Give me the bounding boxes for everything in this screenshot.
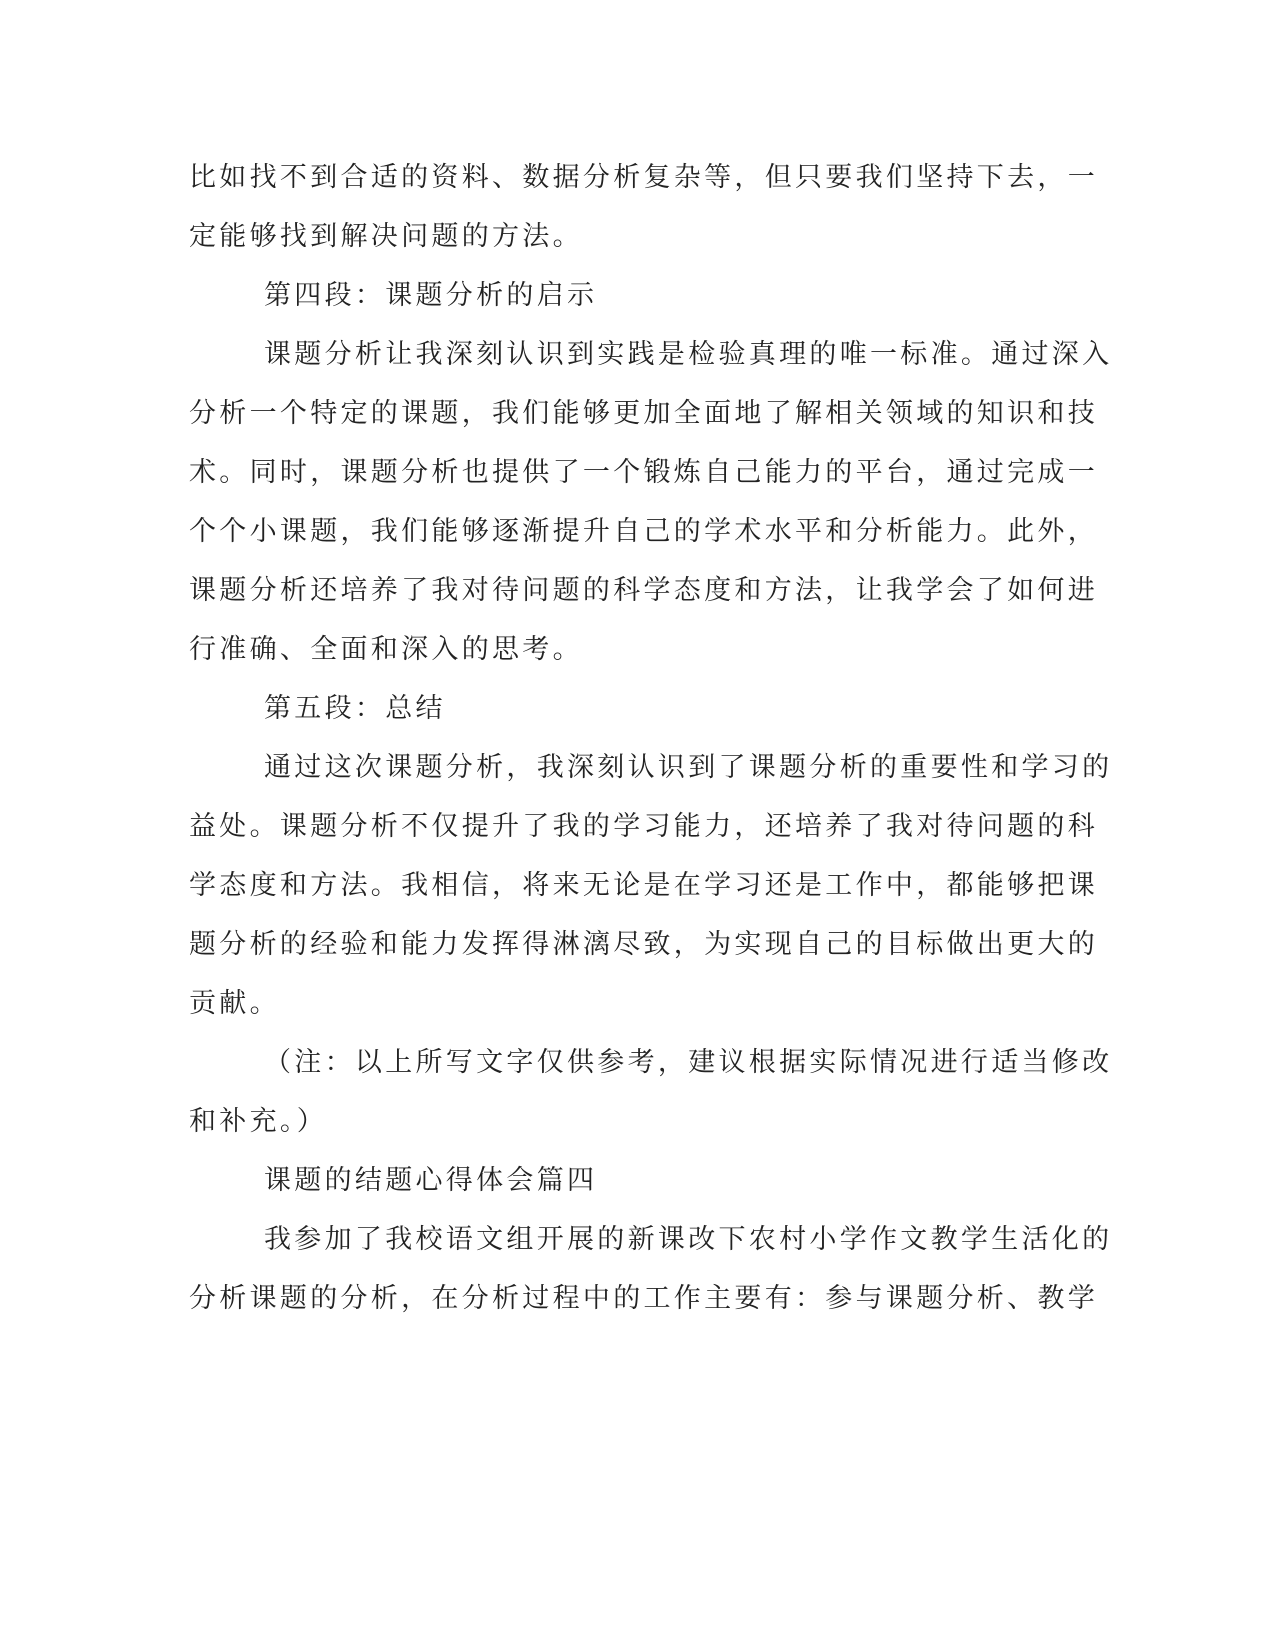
text-line: 行准确、全面和深入的思考。 [189,634,583,665]
text-line: 分析课题的分析，在分析过程中的工作主要有：参与课题分析、教学 [189,1283,1098,1314]
section-heading: 课题的结题心得体会篇四 [264,1165,598,1196]
note-line: （注：以上所写文字仅供参考，建议根据实际情况进行适当修改 [264,1047,1113,1078]
text-line: 定能够找到解决问题的方法。 [189,221,583,252]
text-line: 课题分析让我深刻认识到实践是检验真理的唯一标准。通过深入 [264,339,1113,370]
text-line: 分析一个特定的课题，我们能够更加全面地了解相关领域的知识和技 [189,398,1098,429]
text-line: 个个小课题，我们能够逐渐提升自己的学术水平和分析能力。此外， [189,516,1098,547]
section-heading: 第五段：总结 [264,693,446,724]
text-line: 术。同时，课题分析也提供了一个锻炼自己能力的平台，通过完成一 [189,457,1098,488]
text-line: 题分析的经验和能力发挥得淋漓尽致，为实现自己的目标做出更大的 [189,929,1098,960]
text-line: 通过这次课题分析，我深刻认识到了课题分析的重要性和学习的 [264,752,1113,783]
section-heading: 第四段：课题分析的启示 [264,280,598,311]
text-line: 课题分析还培养了我对待问题的科学态度和方法，让我学会了如何进 [189,575,1098,606]
text-line: 学态度和方法。我相信，将来无论是在学习还是工作中，都能够把课 [189,870,1098,901]
text-line: 比如找不到合适的资料、数据分析复杂等，但只要我们坚持下去，一 [189,162,1098,193]
text-line: 益处。课题分析不仅提升了我的学习能力，还培养了我对待问题的科 [189,811,1098,842]
text-line: 我参加了我校语文组开展的新课改下农村小学作文教学生活化的 [264,1224,1113,1255]
text-line: 贡献。 [189,988,280,1019]
note-line: 和补充。） [189,1106,327,1137]
